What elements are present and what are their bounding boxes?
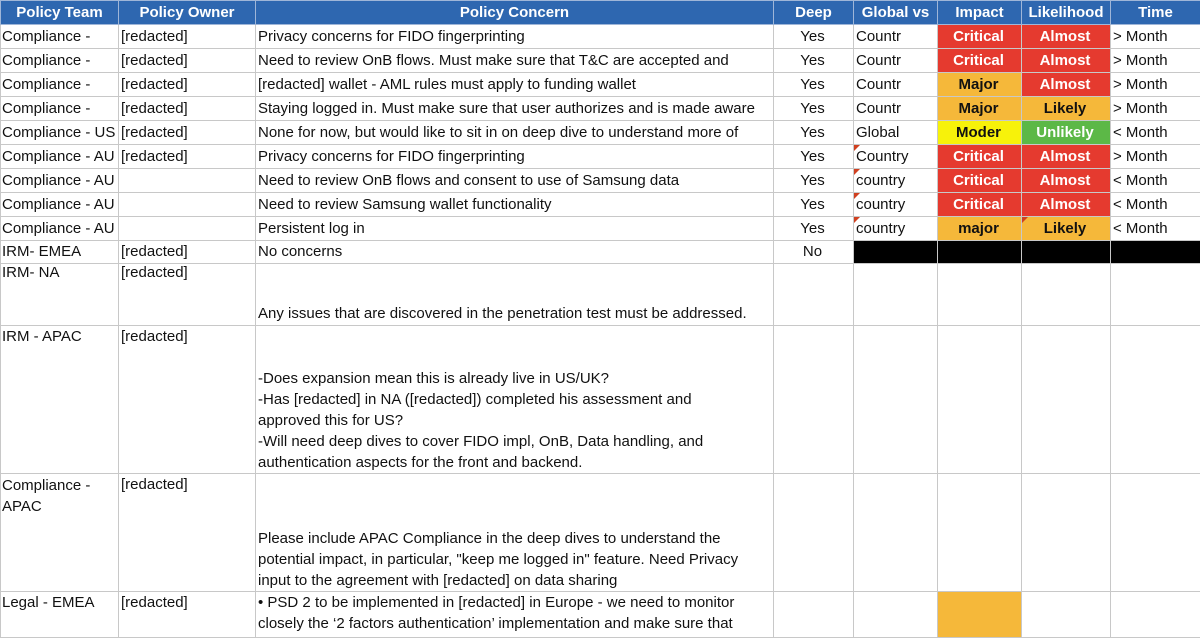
table-row <box>1 169 1200 193</box>
cell-impact[interactable]: major <box>938 217 1022 241</box>
header-policy-owner[interactable]: Policy Owner <box>119 1 256 25</box>
cell-policy-owner[interactable]: [redacted] <box>119 25 256 49</box>
cell-time[interactable] <box>1111 474 1200 592</box>
table-row <box>1 592 1200 638</box>
table-row <box>1 145 1200 169</box>
cell-deep[interactable]: Yes <box>774 121 854 145</box>
cell-impact[interactable]: Critical <box>938 145 1022 169</box>
cell-likelihood[interactable]: Likely <box>1022 97 1111 121</box>
cell-likelihood-blackout <box>1022 241 1111 264</box>
cell-likelihood[interactable] <box>1022 592 1111 638</box>
cell-deep[interactable]: Yes <box>774 49 854 73</box>
cell-likelihood[interactable]: Almost <box>1022 25 1111 49</box>
cell-impact[interactable]: Critical <box>938 49 1022 73</box>
cell-policy-team[interactable]: IRM- EMEA <box>1 241 119 264</box>
cell-policy-team[interactable]: Compliance - AU <box>1 145 119 169</box>
cell-time[interactable]: < Month <box>1111 193 1200 217</box>
cell-policy-concern[interactable]: Please include APAC Compliance in the deep dives to understand the potential impact, in particular, "keep me logged in" feature. Need Privacy input to the agreement with [redacted] on data sharing <box>256 474 774 592</box>
cell-deep[interactable]: No <box>774 241 854 264</box>
cell-policy-concern[interactable]: Persistent log in <box>256 217 774 241</box>
table-row <box>1 193 1200 217</box>
cell-policy-owner[interactable] <box>119 193 256 217</box>
table-row <box>1 241 1200 264</box>
cell-policy-team[interactable]: IRM- NA <box>1 264 119 326</box>
table-row <box>1 49 1200 73</box>
cell-global-vs-blackout <box>854 241 938 264</box>
cell-policy-team[interactable]: Compliance - <box>1 97 119 121</box>
cell-policy-concern[interactable]: Need to review Samsung wallet functionality <box>256 193 774 217</box>
cell-global-vs[interactable] <box>854 264 938 326</box>
cell-policy-team[interactable]: Legal - EMEA <box>1 592 119 638</box>
cell-impact[interactable]: Major <box>938 73 1022 97</box>
cell-global-vs[interactable] <box>854 592 938 638</box>
cell-likelihood[interactable] <box>1022 264 1111 326</box>
cell-policy-team[interactable]: IRM - APAC <box>1 326 119 474</box>
cell-time-blackout <box>1111 241 1200 264</box>
cell-impact[interactable] <box>938 474 1022 592</box>
cell-likelihood[interactable]: Almost <box>1022 193 1111 217</box>
cell-time[interactable]: > Month <box>1111 25 1200 49</box>
header-policy-team[interactable]: Policy Team <box>1 1 119 25</box>
cell-impact[interactable]: Major <box>938 97 1022 121</box>
cell-deep[interactable]: Yes <box>774 217 854 241</box>
cell-global-vs[interactable]: Countr <box>854 25 938 49</box>
cell-policy-concern[interactable]: Any issues that are discovered in the penetration test must be addressed. <box>256 264 774 326</box>
header-impact[interactable]: Impact <box>938 1 1022 25</box>
cell-impact[interactable]: Moder <box>938 121 1022 145</box>
cell-policy-concern[interactable]: None for now, but would like to sit in on deep dive to understand more of <box>256 121 774 145</box>
cell-global-vs[interactable] <box>854 326 938 474</box>
cell-policy-concern[interactable]: Need to review OnB flows. Must make sure that T&C are accepted and <box>256 49 774 73</box>
cell-time[interactable] <box>1111 326 1200 474</box>
cell-deep[interactable] <box>774 592 854 638</box>
cell-deep[interactable]: Yes <box>774 25 854 49</box>
cell-policy-team[interactable]: Compliance - <box>1 25 119 49</box>
table-row <box>1 217 1200 241</box>
cell-time[interactable]: < Month <box>1111 121 1200 145</box>
cell-impact[interactable]: Critical <box>938 169 1022 193</box>
cell-global-vs[interactable]: country <box>854 169 938 193</box>
header-deep[interactable]: Deep <box>774 1 854 25</box>
header-policy-concern[interactable]: Policy Concern <box>256 1 774 25</box>
cell-global-vs[interactable]: Countr <box>854 49 938 73</box>
cell-likelihood[interactable]: Almost <box>1022 145 1111 169</box>
cell-policy-concern[interactable]: Privacy concerns for FIDO fingerprinting <box>256 145 774 169</box>
cell-policy-concern[interactable]: [redacted] wallet - AML rules must apply to funding wallet <box>256 73 774 97</box>
cell-policy-owner[interactable]: [redacted] <box>119 592 256 638</box>
cell-time[interactable]: > Month <box>1111 145 1200 169</box>
cell-deep[interactable]: Yes <box>774 97 854 121</box>
cell-global-vs[interactable]: Countr <box>854 73 938 97</box>
cell-policy-team[interactable]: Compliance - AU <box>1 217 119 241</box>
cell-policy-concern[interactable]: No concerns <box>256 241 774 264</box>
cell-deep[interactable]: Yes <box>774 73 854 97</box>
cell-policy-team[interactable]: Compliance - <box>1 73 119 97</box>
table-row <box>1 326 1200 474</box>
cell-policy-owner[interactable]: [redacted] <box>119 73 256 97</box>
table-row <box>1 25 1200 49</box>
cell-impact[interactable] <box>938 264 1022 326</box>
cell-deep[interactable]: Yes <box>774 193 854 217</box>
cell-policy-team[interactable]: Compliance - APAC <box>1 474 119 592</box>
cell-policy-concern[interactable]: Staying logged in. Must make sure that user authorizes and is made aware <box>256 97 774 121</box>
cell-policy-team[interactable]: Compliance - <box>1 49 119 73</box>
cell-time[interactable]: < Month <box>1111 217 1200 241</box>
cell-deep[interactable]: Yes <box>774 145 854 169</box>
cell-policy-owner[interactable] <box>119 169 256 193</box>
cell-policy-owner[interactable]: [redacted] <box>119 474 256 592</box>
header-row <box>1 1 1200 25</box>
cell-likelihood[interactable]: Unlikely <box>1022 121 1111 145</box>
cell-likelihood[interactable]: Almost <box>1022 169 1111 193</box>
cell-policy-owner[interactable]: [redacted] <box>119 326 256 474</box>
cell-policy-team[interactable]: Compliance - AU <box>1 169 119 193</box>
cell-global-vs[interactable]: country <box>854 217 938 241</box>
cell-policy-owner[interactable]: [redacted] <box>119 241 256 264</box>
cell-likelihood[interactable]: Almost <box>1022 73 1111 97</box>
cell-deep[interactable] <box>774 326 854 474</box>
cell-global-vs[interactable] <box>854 474 938 592</box>
cell-impact[interactable] <box>938 326 1022 474</box>
header-likelihood[interactable]: Likelihood <box>1022 1 1111 25</box>
cell-policy-owner[interactable]: [redacted] <box>119 121 256 145</box>
cell-global-vs[interactable]: Country <box>854 145 938 169</box>
cell-impact[interactable] <box>938 592 1022 638</box>
cell-time[interactable] <box>1111 264 1200 326</box>
cell-policy-concern[interactable]: Need to review OnB flows and consent to use of Samsung data <box>256 169 774 193</box>
cell-policy-concern[interactable]: -Does expansion mean this is already live in US/UK? -Has [redacted] in NA ([redacted]) completed his assessment and approved this for US? -Will need deep dives to cover FIDO impl, OnB, Data handling, and authentication aspects for the front and backend. <box>256 326 774 474</box>
cell-global-vs[interactable]: Countr <box>854 97 938 121</box>
cell-impact-blackout <box>938 241 1022 264</box>
cell-time[interactable]: > Month <box>1111 73 1200 97</box>
cell-global-vs[interactable]: country <box>854 193 938 217</box>
cell-likelihood[interactable] <box>1022 326 1111 474</box>
table-row <box>1 121 1200 145</box>
table-row <box>1 474 1200 592</box>
cell-policy-owner[interactable]: [redacted] <box>119 264 256 326</box>
cell-deep[interactable] <box>774 474 854 592</box>
cell-policy-concern[interactable]: • PSD 2 to be implemented in [redacted] in Europe - we need to monitor closely the ‘2 factors authentication’ implementation and make sure that <box>256 592 774 638</box>
cell-global-vs[interactable]: Global <box>854 121 938 145</box>
cell-policy-team[interactable]: Compliance - AU <box>1 193 119 217</box>
cell-time[interactable] <box>1111 592 1200 638</box>
cell-deep[interactable]: Yes <box>774 169 854 193</box>
cell-policy-team[interactable]: Compliance - US <box>1 121 119 145</box>
cell-policy-owner[interactable]: [redacted] <box>119 97 256 121</box>
cell-time[interactable]: < Month <box>1111 169 1200 193</box>
table-row <box>1 73 1200 97</box>
cell-impact[interactable]: Critical <box>938 193 1022 217</box>
cell-likelihood[interactable]: Almost <box>1022 49 1111 73</box>
table-row <box>1 264 1200 326</box>
header-time[interactable]: Time <box>1111 1 1200 25</box>
header-global-vs[interactable]: Global vs <box>854 1 938 25</box>
cell-policy-owner[interactable]: [redacted] <box>119 145 256 169</box>
cell-deep[interactable] <box>774 264 854 326</box>
table-row <box>1 97 1200 121</box>
cell-time[interactable]: > Month <box>1111 49 1200 73</box>
cell-policy-owner[interactable]: [redacted] <box>119 49 256 73</box>
cell-impact[interactable]: Critical <box>938 25 1022 49</box>
cell-likelihood[interactable]: Likely <box>1022 217 1111 241</box>
cell-policy-concern[interactable]: Privacy concerns for FIDO fingerprinting <box>256 25 774 49</box>
cell-likelihood[interactable] <box>1022 474 1111 592</box>
cell-policy-owner[interactable] <box>119 217 256 241</box>
cell-time[interactable]: > Month <box>1111 97 1200 121</box>
